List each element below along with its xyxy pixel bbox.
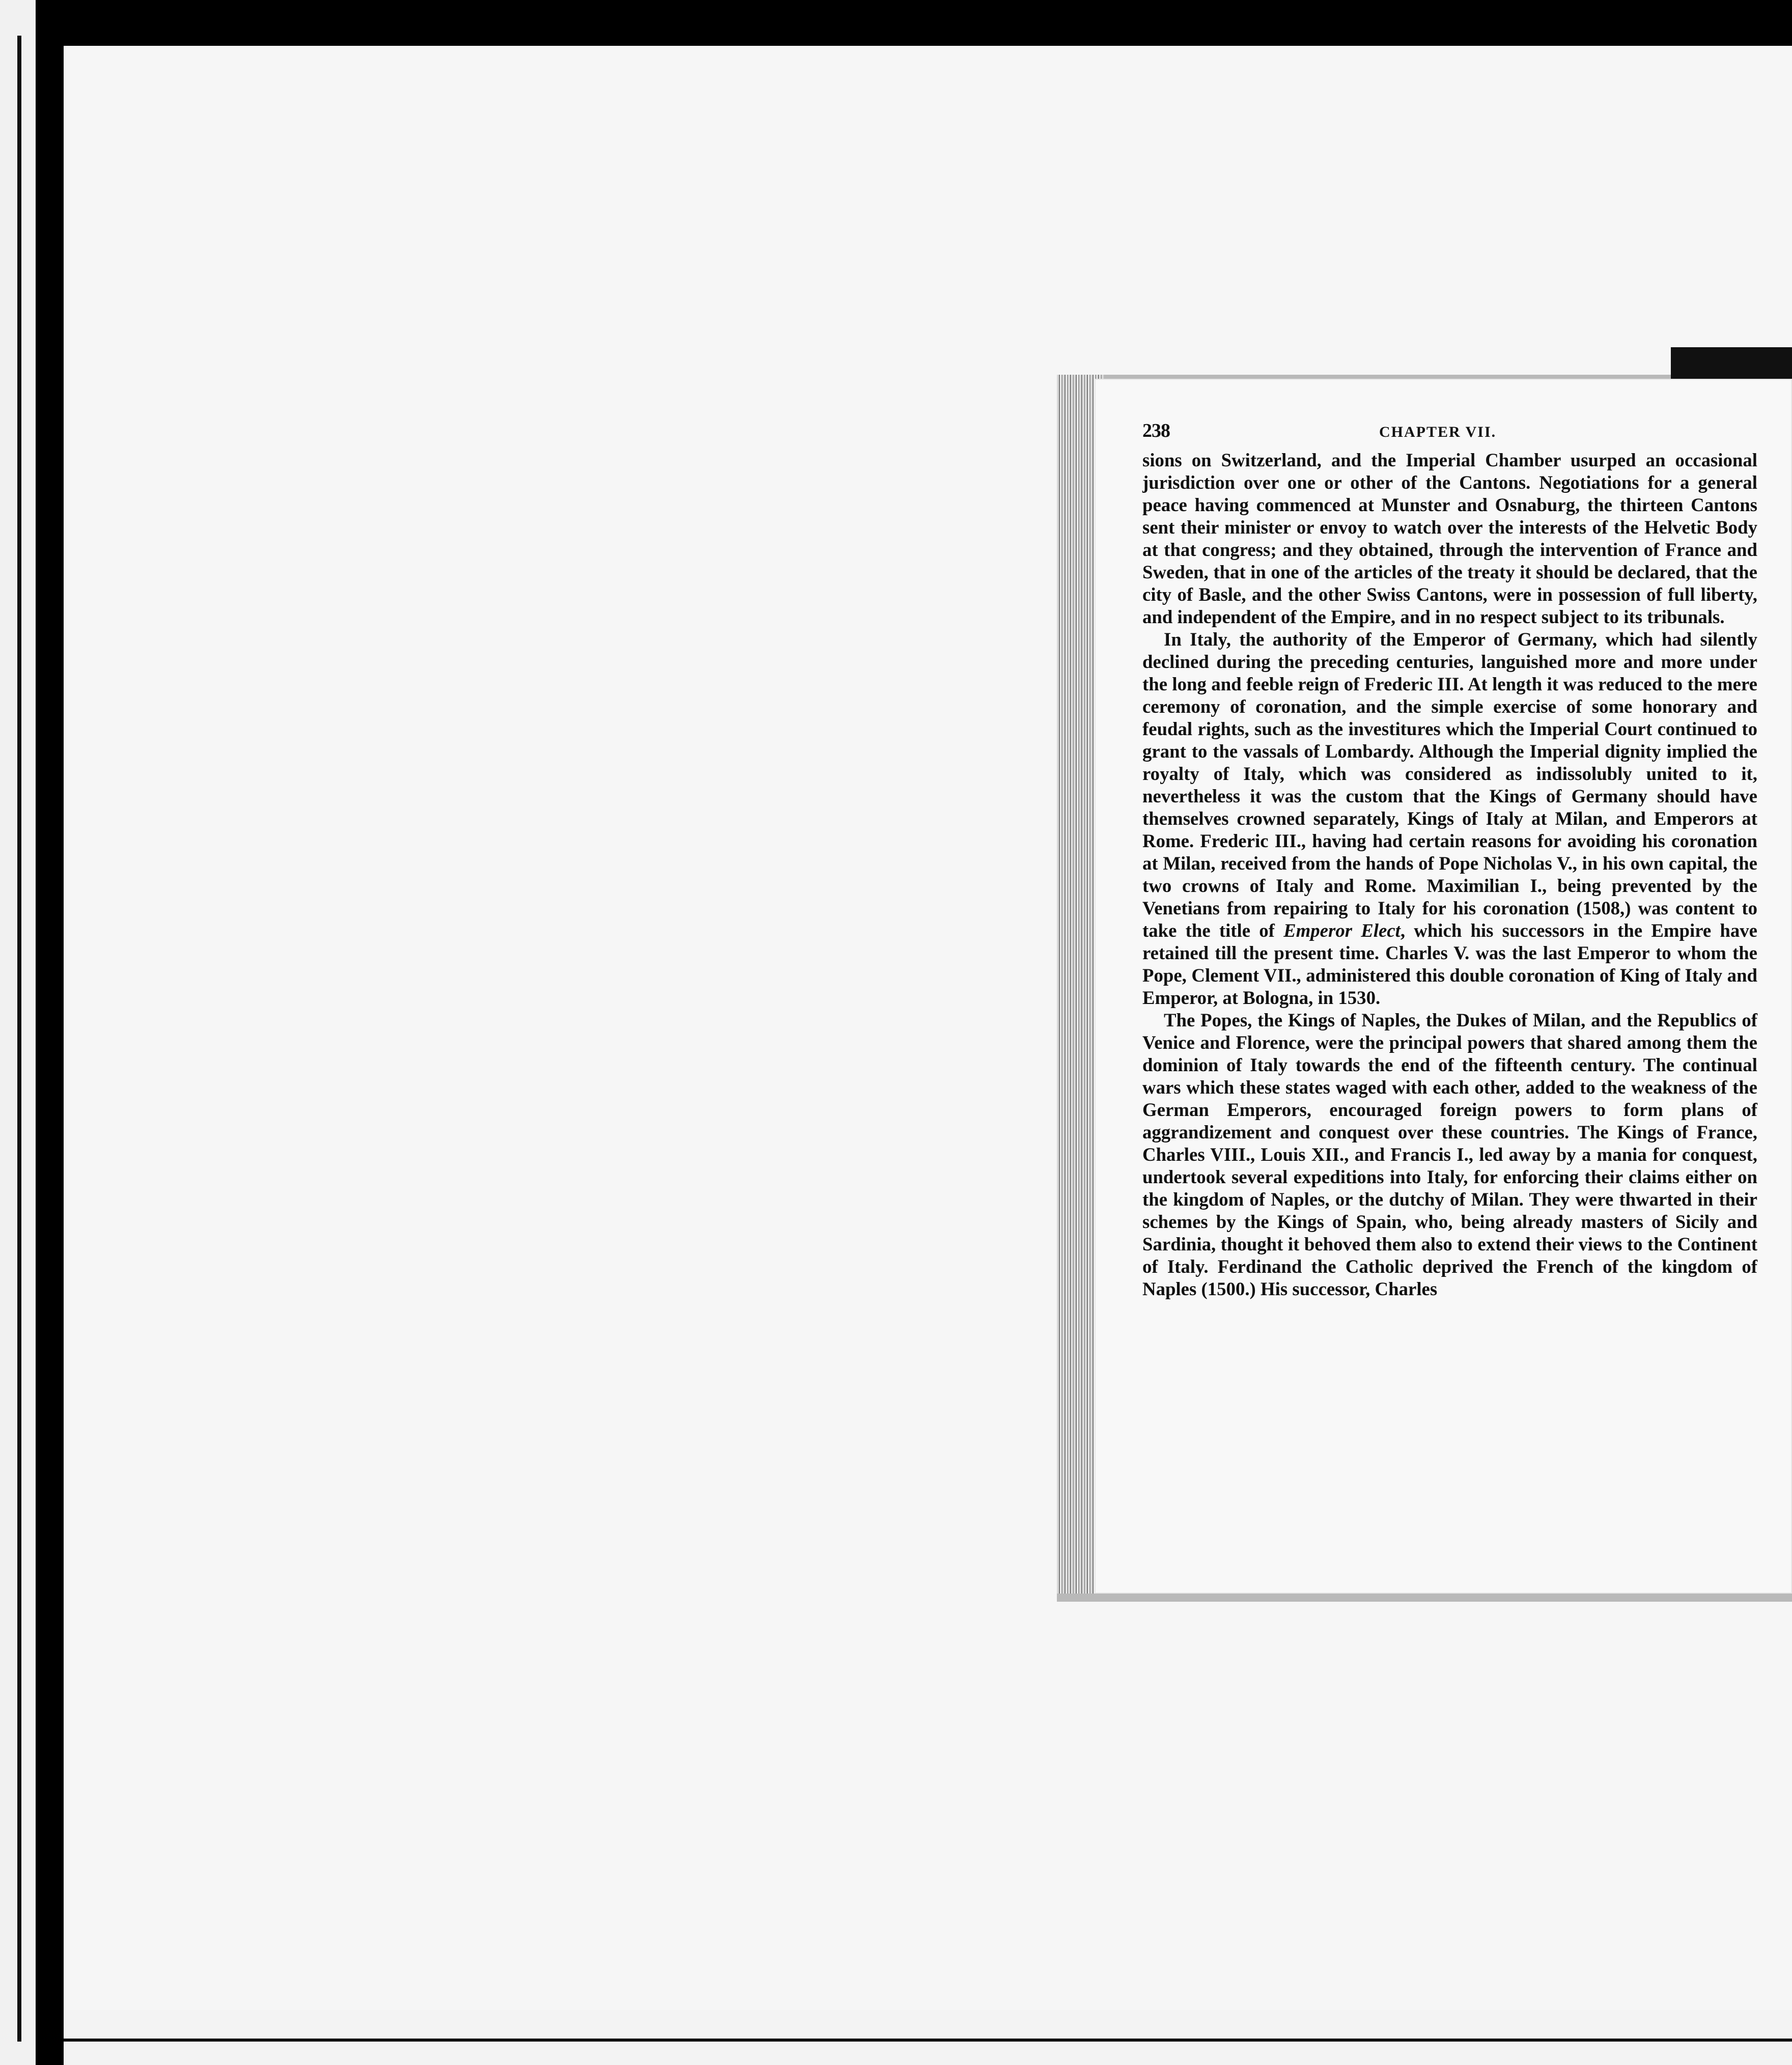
left-scan-rule: [17, 36, 21, 2042]
paragraph-popes: The Popes, the Kings of Naples, the Dukes of Milan, and the Republics of Venice and Florence, were the principal powers that shared among them the dominion of Italy towards the end of the fifteenth century. The continual wars which these states waged with each other, added to the weakness of the German Emperors, encouraged foreign powers to form plans of aggrandizement and conquest over these countries. The Kings of France, Charles VIII., Louis XII., and Francis I., led away by a mania for conquest, undertook several expeditions into Italy, for enforcing their claims either on the kingdom of Naples, or the dutchy of Milan. They were thwarted in their schemes by the Kings of Spain, who, being already masters of Sicily and Sardinia, thought it behoved them also to extend their views to the Continent of Italy. Ferdinand the Catholic deprived the French of the kingdom of Naples (1500.) His successor, Charles: [1142, 1010, 1757, 1299]
page-number: 238: [1142, 420, 1170, 441]
paragraph-italy: [1142, 628, 1757, 1009]
running-head: [1142, 420, 1757, 449]
emperor-elect-italic: Emperor Elect: [1283, 920, 1401, 941]
bottom-scan-rule: [64, 2039, 1792, 2042]
book-page: [1095, 379, 1792, 1594]
page-content: [1142, 420, 1757, 1300]
body-text: [1142, 449, 1757, 1300]
chapter-heading: CHAPTER VII.: [1379, 424, 1497, 440]
bottom-scan-strip: [64, 2010, 1792, 2065]
paragraph-italy-text-2: , which his successors in the Empire have retained till the present time. Charles V. was the last Emperor to whom the Pope, Clement VII., administered this double coronation of King of Italy and Emperor, at Bologna, in 1530.: [1142, 920, 1757, 1008]
paragraph-italy-text-1: In Italy, the authority of the Emperor of Germany, which had silently declined during the preceding centuries, languished more and more under the long and feeble reign of Frederic III. At length it was reduced to the mere ceremony of coronation, and the simple exercise of some honorary and feudal rights, such as the investitures which the Imperial Court continued to grant to the vassals of Lombardy. Although the Imperial dignity implied the royalty of Italy, which was considered as indissolubly united to it, nevertheless it was the custom that the Kings of Germany should have themselves crowned separately, Kings of Italy at Milan, and Emperors at Rome. Frederic III., having had certain reasons for avoiding his coronation at Milan, received from the hands of Pope Nicholas V., in his own capital, the two crowns of Italy and Rome. Maximilian I., being prevented by the Venetians from repairing to Italy for his coronation (1508,) was content to take the title of: [1142, 629, 1757, 941]
top-right-black-bar: [1671, 347, 1792, 383]
paragraph-switzerland: sions on Switzerland, and the Imperial Chamber usurped an occasional jurisdiction over one or other of the Cantons. Negotiations for a general peace having commenced at Munster and Osnaburg, the thirteen Cantons sent their minister or envoy to watch over the interests of the Helvetic Body at that congress; and they obtained, through the intervention of France and Sweden, that in one of the articles of the treaty it should be declared, that the city of Basle, and the other Swiss Cantons, were in possession of full liberty, and independent of the Empire, and in no respect subject to its tribunals.: [1142, 450, 1757, 627]
